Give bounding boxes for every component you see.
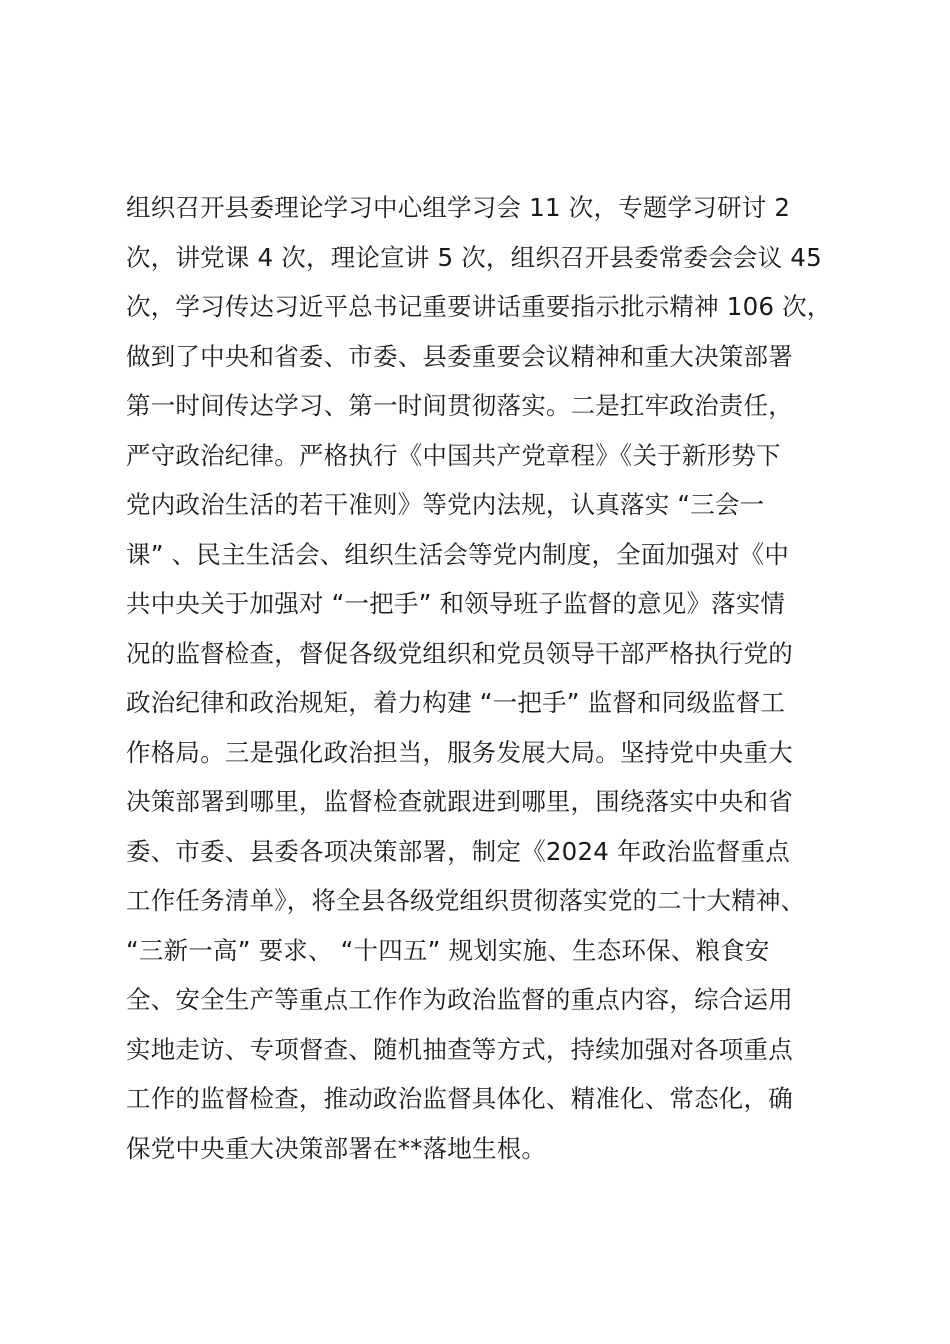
paragraph-line: 做到了中央和省委、市委、县委重要会议精神和重大决策部署 [126,341,793,371]
paragraph-line: 工作任务清单》，将全县各级党组织贯彻落实党的二十大精神、 [126,886,806,915]
paragraph-line: 第一时间传达学习、第一时间贯彻落实。二是扛牢政治责任， [126,391,793,420]
paragraph-line: 委、市委、县委各项决策部署，制定《2024 年政治监督重点 [126,836,790,866]
paragraph-line: 实地走访、专项督查、随机抽查等方式，持续加强对各项重点 [126,1034,793,1064]
paragraph-line: 工作的监督检查，推动政治监督具体化、精准化、常态化，确 [126,1084,793,1113]
paragraph-line: 组织召开县委理论学习中心组学习会 11 次，专题学习研讨 2 [126,193,791,222]
paragraph-line: 课” 、民主生活会、组织生活会等党内制度，全面加强对《中 [126,539,790,569]
paragraph-line: 作格局。三是强化政治担当，服务发展大局。坚持党中央重大 [126,737,793,767]
paragraph-line: “三新一高” 要求、 “十四五” 规划实施、生态环保、粮食安 [126,935,770,965]
paragraph-line: 共中央关于加强对 “一把手” 和领导班子监督的意见》落实情 [126,589,786,618]
body-paragraph [126,183,846,1173]
paragraph-line: 全、安全生产等重点工作作为政治监督的重点内容，综合运用 [126,985,793,1014]
paragraph-line: 决策部署到哪里，监督检查就跟进到哪里，围绕落实中央和省 [126,787,793,816]
paragraph-line: 政治纪律和政治规矩，着力构建 “一把手” 监督和同级监督工 [126,688,786,717]
paragraph-line: 严守政治纪律。严格执行《中国共产党章程》《关于新形势下 [126,440,781,470]
paragraph-line: 况的监督检查，督促各级党组织和党员领导干部严格执行党的 [126,638,793,668]
paragraph-line: 党内政治生活的若干准则》等党内法规，认真落实 “三会一 [126,490,765,519]
paragraph-line: 次，学习传达习近平总书记重要讲话重要指示批示精神 106 次， [126,292,832,321]
paragraph-line: 保党中央重大决策部署在**落地生根。 [126,1133,547,1163]
paragraph-line: 次，讲党课 4 次，理论宣讲 5 次，组织召开县委常委会会议 45 [126,242,822,272]
